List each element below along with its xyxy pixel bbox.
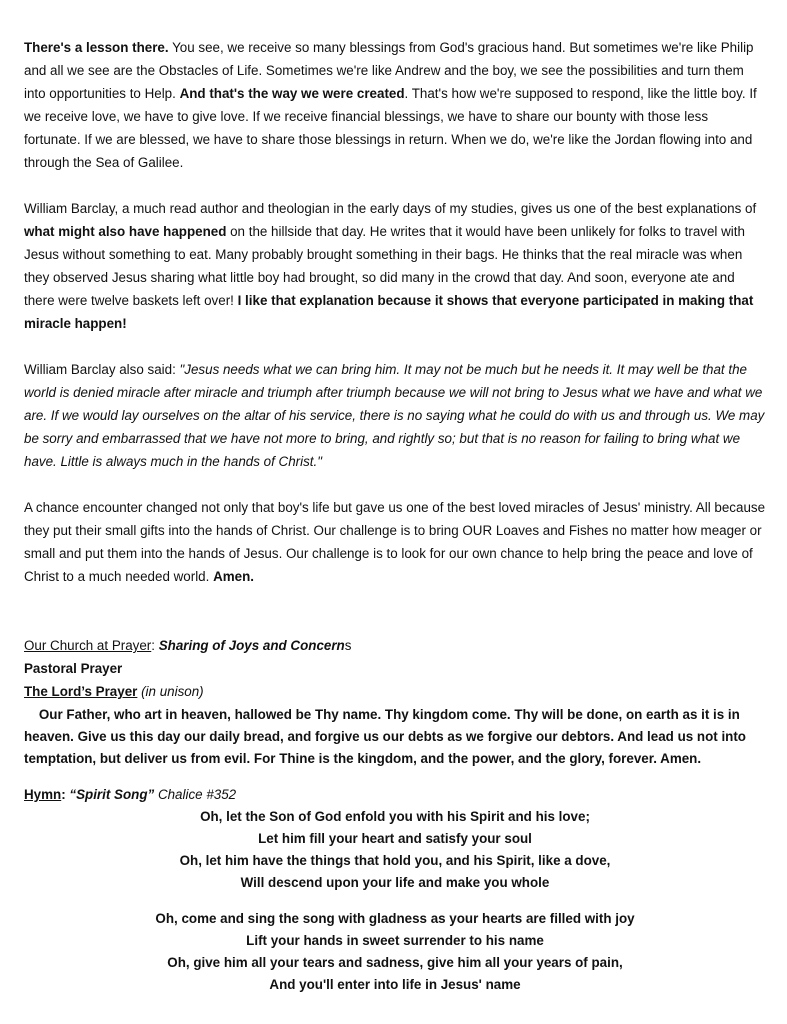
hymn-verse-2 (24, 908, 766, 996)
document-page (24, 36, 766, 996)
hymn-line: Will descend upon your life and make you whole (240, 875, 550, 890)
hymn-line: Oh, give him all your tears and sadness, give him all your years of pain, (167, 955, 623, 970)
section-spacer (24, 588, 766, 634)
lords-prayer-label: The Lord’s Prayer (24, 684, 138, 699)
sermon-paragraph-1 (24, 36, 766, 174)
amen-text: Amen. (213, 569, 254, 584)
lords-prayer-note: (in unison) (137, 684, 204, 699)
sermon-paragraph-3 (24, 358, 766, 473)
paragraph-text: William Barclay also said: (24, 362, 180, 377)
hymn-colon: : (61, 787, 70, 802)
prayer-body: Our Father, who art in heaven, hallowed be Thy name. Thy kingdom come. Thy will be done, on earth as it is in heaven. Give us this day our daily bread, and forgive us our debts as we forgive our debtors. And lead us not into temptation, but deliver us from evil. For Thine is the kingdom, and the power, and the glory, forever. Amen. (24, 707, 746, 766)
paragraph-text: William Barclay, a much read author and theologian in the early days of my studies, gives us one of the best explanations of (24, 201, 757, 216)
emphasis-text: what might also have happened (24, 224, 227, 239)
prayer-indent (24, 707, 39, 722)
lords-prayer-text (24, 704, 766, 770)
hymn-title: “Spirit Song” (69, 787, 155, 802)
hymn-line: Lift your hands in sweet surrender to his name (246, 933, 544, 948)
hymn-line: Oh, let the Son of God enfold you with his Spirit and his love; (200, 809, 590, 824)
hymn-line: Let him fill your heart and satisfy your soul (258, 831, 532, 846)
paragraph-text: You see, we receive so many blessings from God's gracious hand. But sometimes we're like Philip and all we see are the Obstacles of Life. Sometimes we're like Andrew and the boy, we see the possibilities and turn them into opportunities to Help. (24, 40, 754, 101)
lords-prayer-heading (24, 680, 766, 703)
hymn-heading (24, 783, 766, 806)
hymn-line: Oh, come and sing the song with gladness as your hearts are filled with joy (155, 911, 635, 926)
hymn-line: And you'll enter into life in Jesus' name (269, 977, 521, 992)
lead-emphasis: There's a lesson there. (24, 40, 169, 55)
barclay-quote: "Jesus needs what we can bring him. It may not be much but he needs it. It may well be that the world is denied miracle after miracle and triumph after triumph because we will not bring to Jesus what we have and what we are. If we would lay ourselves on the altar of his service, there is no saying what he could do with us and through us. We may be sorry and embarrassed that we have not more to bring, and rightly so; but that is no reason for failing to bring what we have. Little is always much in the hands of Christ." (24, 362, 765, 469)
sermon-paragraph-4 (24, 496, 766, 588)
hymn-label: Hymn (24, 787, 62, 802)
hymn-reference: Chalice #352 (154, 787, 237, 802)
heading-colon: : (151, 638, 159, 653)
hymn-line: Oh, let him have the things that hold you, and his Spirit, like a dove, (179, 853, 611, 868)
hymn-verse-1 (24, 806, 766, 894)
paragraph-text: . That's how we're supposed to respond, like the little boy. If we receive love, we have to give love. If we receive financial blessings, we have to share our bounty with those less fortunate. If we are blessed, we have to share those blessings in return. When we do, we're like the Jordan flowing into and through the Sea of Galilee. (24, 86, 757, 170)
joys-concerns-label: Sharing of Joys and Concern (158, 638, 345, 653)
paragraph-text: A chance encounter changed not only that boy's life but gave us one of the best loved miracles of Jesus' ministry. All because they put their small gifts into the hands of Christ. Our challenge is to bring OUR Loaves and Fishes no matter how meager or small and put them into the hands of Jesus. Our challenge is to look for our own chance to help bring the peace and love of Christ to a much needed world. (24, 500, 766, 584)
pastoral-prayer-heading: Pastoral Prayer (24, 661, 123, 676)
church-prayer-label: Our Church at Prayer (24, 638, 152, 653)
paragraph-text: on the hillside that day. He writes that it would have been unlikely for folks to travel with Jesus without something to eat. Many probably brought something in their bags. He thinks that the real miracle was when they observed Jesus sharing what little boy had brought, so did many in the crowd that day. And soon, everyone ate and there were twelve baskets left over! (24, 224, 745, 308)
emphasis-text: I like that explanation because it shows that everyone participated in making that miracle happen! (24, 293, 754, 331)
church-prayer-heading (24, 634, 766, 657)
sermon-paragraph-2 (24, 197, 766, 335)
joys-concerns-tail: s (344, 638, 352, 653)
emphasis-text: And that's the way we were created (179, 86, 405, 101)
